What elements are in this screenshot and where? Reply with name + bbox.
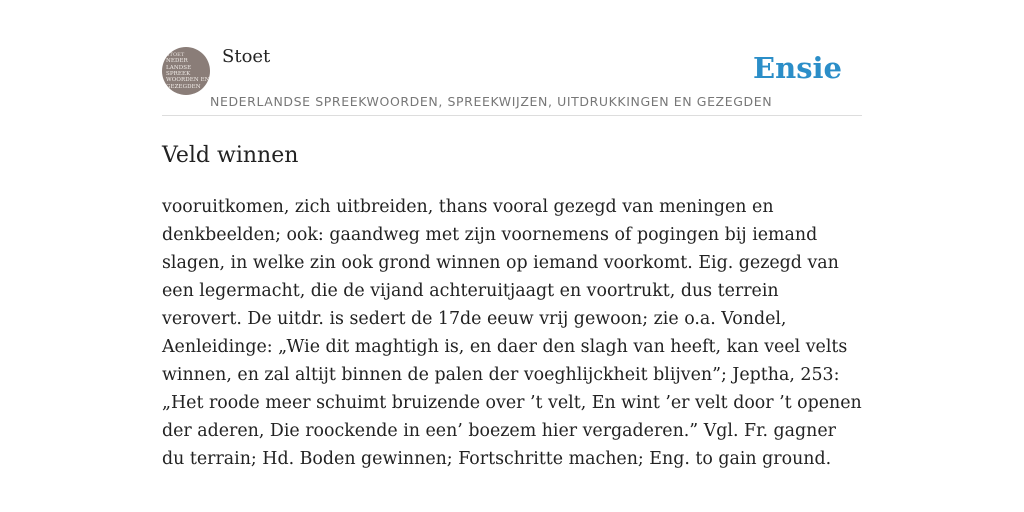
source-subtitle: NEDERLANDSE SPREEKWOORDEN, SPREEKWIJZEN, UITDRUKKINGEN EN GEZEGDEN (210, 94, 773, 109)
source-header (162, 40, 862, 116)
avatar-text-line: WOORDEN EN (166, 77, 210, 84)
avatar-text-line: NEDER (166, 58, 188, 65)
source-avatar[interactable] (162, 47, 210, 95)
avatar-text-line: STOET (166, 51, 185, 58)
avatar-text-line: SPREEK (166, 71, 191, 77)
entry-title: Veld winnen (162, 143, 299, 168)
avatar-text-line: LANDSE (166, 64, 192, 71)
source-author-link[interactable]: Stoet (222, 46, 271, 67)
entry-definition: vooruitkomen, zich uitbreiden, thans vooral gezegd van meningen en denkbeelden; ook: gaandweg met zijn voornemens of pogingen bij iemand slagen, in welke zin ook grond winnen op iemand voorkomt. Eig. gezegd van een legermacht, die de vijand achteruitjaagt en voortrukt, dus terrein verovert. De uitdr. is sedert de 17de eeuw vrij gewoon; zie o.a. Vondel, Aenleidinge: „Wie dit maghtigh is, en daer den slagh van heeft, kan veel velts winnen, en zal altijt binnen de palen der voeghlijckheit blijven”; Jeptha, 253: „Het roode meer schuimt bruizende over ’t velt, En wint ’er velt door ’t openen der aderen, Die roockende in een’ boezem hier vergaderen.” Vgl. Fr. gagner du terrain; Hd. Boden gewinnen; Fortschritte machen; Eng. to gain ground. (162, 197, 862, 469)
avatar-text-line: GEZEGDEN (166, 83, 201, 90)
ensie-logo[interactable]: Ensie (753, 51, 842, 85)
entry-card (162, 40, 862, 473)
